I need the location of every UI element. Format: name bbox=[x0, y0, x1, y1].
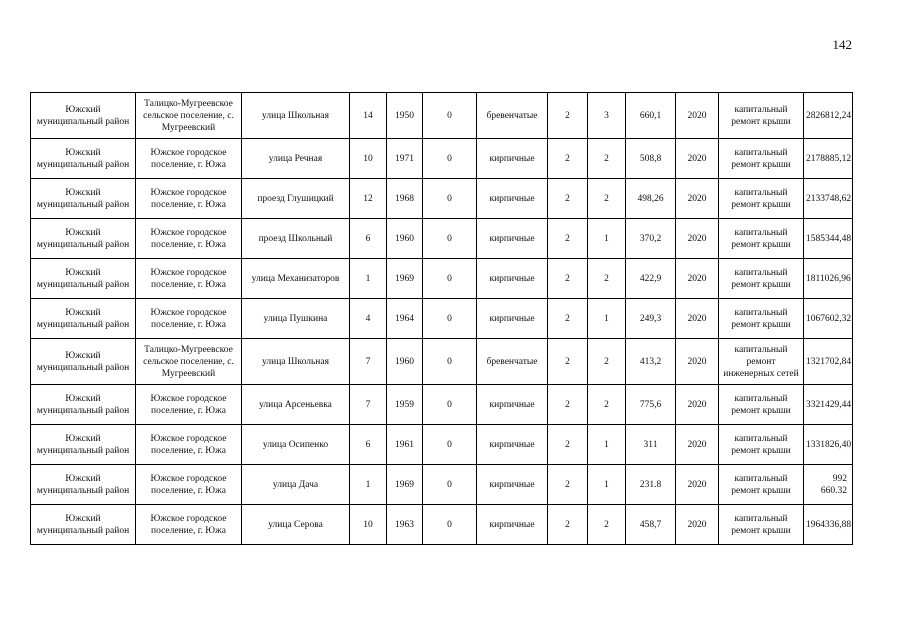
area-cell: 422,9 bbox=[626, 259, 676, 299]
street-cell: улица Механизаторов bbox=[242, 259, 350, 299]
settlement-cell: Южское городское поселение, г. Южа bbox=[136, 219, 242, 259]
district-cell: Южский муниципальный район bbox=[31, 339, 136, 385]
unused-zero-cell: 0 bbox=[423, 385, 477, 425]
wall-material-cell: кирпичные bbox=[477, 425, 548, 465]
table-row bbox=[31, 93, 853, 139]
cost-cell: 2178885,12 bbox=[804, 139, 853, 179]
street-cell: улица Пушкина bbox=[242, 299, 350, 339]
floors-count-cell: 2 bbox=[548, 219, 588, 259]
table-row bbox=[31, 465, 853, 505]
unused-zero-cell: 0 bbox=[423, 465, 477, 505]
repair-year-cell: 2020 bbox=[676, 179, 719, 219]
street-cell: проезд Школьный bbox=[242, 219, 350, 259]
repair-type-cell: капитальный ремонт крыши bbox=[719, 425, 804, 465]
floors-count-cell: 2 bbox=[548, 465, 588, 505]
year-built-cell: 1968 bbox=[387, 179, 423, 219]
cost-cell: 1585344,48 bbox=[804, 219, 853, 259]
wall-material-cell: кирпичные bbox=[477, 259, 548, 299]
unused-zero-cell: 0 bbox=[423, 339, 477, 385]
district-cell: Южский муниципальный район bbox=[31, 385, 136, 425]
year-built-cell: 1969 bbox=[387, 259, 423, 299]
cost-cell: 1811026,96 bbox=[804, 259, 853, 299]
floors-count-cell: 2 bbox=[548, 425, 588, 465]
repair-type-cell: капитальный ремонт крыши bbox=[719, 93, 804, 139]
wall-material-cell: кирпичные bbox=[477, 505, 548, 545]
district-cell: Южский муниципальный район bbox=[31, 465, 136, 505]
floors-count-cell: 2 bbox=[548, 139, 588, 179]
area-cell: 370,2 bbox=[626, 219, 676, 259]
district-cell: Южский муниципальный район bbox=[31, 139, 136, 179]
repair-year-cell: 2020 bbox=[676, 259, 719, 299]
house-number-cell: 14 bbox=[350, 93, 387, 139]
street-cell: проезд Глушицкий bbox=[242, 179, 350, 219]
street-cell: улица Осипенко bbox=[242, 425, 350, 465]
cost-cell: 2826812,24 bbox=[804, 93, 853, 139]
area-cell: 311 bbox=[626, 425, 676, 465]
entrances-count-cell: 1 bbox=[588, 299, 626, 339]
repair-type-cell: капитальный ремонт инженерных сетей bbox=[719, 339, 804, 385]
district-cell: Южский муниципальный район bbox=[31, 219, 136, 259]
entrances-count-cell: 2 bbox=[588, 179, 626, 219]
wall-material-cell: кирпичные bbox=[477, 139, 548, 179]
wall-material-cell: кирпичные bbox=[477, 179, 548, 219]
settlement-cell: Южское городское поселение, г. Южа bbox=[136, 505, 242, 545]
floors-count-cell: 2 bbox=[548, 385, 588, 425]
table-row bbox=[31, 139, 853, 179]
floors-count-cell: 2 bbox=[548, 299, 588, 339]
area-cell: 249,3 bbox=[626, 299, 676, 339]
entrances-count-cell: 3 bbox=[588, 93, 626, 139]
entrances-count-cell: 2 bbox=[588, 139, 626, 179]
table-row bbox=[31, 339, 853, 385]
district-cell: Южский муниципальный район bbox=[31, 505, 136, 545]
district-cell: Южский муниципальный район bbox=[31, 93, 136, 139]
cost-cell: 1067602,32 bbox=[804, 299, 853, 339]
street-cell: улица Школьная bbox=[242, 93, 350, 139]
page-number: 142 bbox=[832, 37, 852, 52]
floors-count-cell: 2 bbox=[548, 339, 588, 385]
cost-cell: 3321429,44 bbox=[804, 385, 853, 425]
house-number-cell: 12 bbox=[350, 179, 387, 219]
year-built-cell: 1959 bbox=[387, 385, 423, 425]
year-built-cell: 1950 bbox=[387, 93, 423, 139]
entrances-count-cell: 2 bbox=[588, 505, 626, 545]
repair-year-cell: 2020 bbox=[676, 219, 719, 259]
settlement-cell: Южское городское поселение, г. Южа bbox=[136, 139, 242, 179]
cost-cell: 2133748,62 bbox=[804, 179, 853, 219]
house-number-cell: 1 bbox=[350, 259, 387, 299]
settlement-cell: Талицко-Мугреевское сельское поселение, с. Мугреевский bbox=[136, 93, 242, 139]
floors-count-cell: 2 bbox=[548, 93, 588, 139]
repair-year-cell: 2020 bbox=[676, 465, 719, 505]
repair-year-cell: 2020 bbox=[676, 93, 719, 139]
repair-year-cell: 2020 bbox=[676, 385, 719, 425]
year-built-cell: 1964 bbox=[387, 299, 423, 339]
year-built-cell: 1960 bbox=[387, 339, 423, 385]
unused-zero-cell: 0 bbox=[423, 139, 477, 179]
area-cell: 508,8 bbox=[626, 139, 676, 179]
repair-year-cell: 2020 bbox=[676, 299, 719, 339]
cost-cell: 1964336,88 bbox=[804, 505, 853, 545]
district-cell: Южский муниципальный район bbox=[31, 425, 136, 465]
wall-material-cell: кирпичные bbox=[477, 219, 548, 259]
year-built-cell: 1971 bbox=[387, 139, 423, 179]
repair-type-cell: капитальный ремонт крыши bbox=[719, 465, 804, 505]
wall-material-cell: кирпичные bbox=[477, 299, 548, 339]
cost-cell: 992 660.32 bbox=[804, 465, 853, 505]
year-built-cell: 1960 bbox=[387, 219, 423, 259]
table-row bbox=[31, 179, 853, 219]
settlement-cell: Южское городское поселение, г. Южа bbox=[136, 179, 242, 219]
area-cell: 498,26 bbox=[626, 179, 676, 219]
settlement-cell: Южское городское поселение, г. Южа bbox=[136, 385, 242, 425]
wall-material-cell: кирпичные bbox=[477, 385, 548, 425]
street-cell: улица Арсеньевка bbox=[242, 385, 350, 425]
year-built-cell: 1969 bbox=[387, 465, 423, 505]
entrances-count-cell: 2 bbox=[588, 259, 626, 299]
settlement-cell: Южское городское поселение, г. Южа bbox=[136, 465, 242, 505]
year-built-cell: 1961 bbox=[387, 425, 423, 465]
floors-count-cell: 2 bbox=[548, 179, 588, 219]
house-number-cell: 6 bbox=[350, 219, 387, 259]
unused-zero-cell: 0 bbox=[423, 219, 477, 259]
wall-material-cell: кирпичные bbox=[477, 465, 548, 505]
entrances-count-cell: 1 bbox=[588, 425, 626, 465]
house-number-cell: 4 bbox=[350, 299, 387, 339]
repair-type-cell: капитальный ремонт крыши bbox=[719, 179, 804, 219]
repair-year-cell: 2020 bbox=[676, 339, 719, 385]
cost-cell: 1331826,40 bbox=[804, 425, 853, 465]
unused-zero-cell: 0 bbox=[423, 259, 477, 299]
repair-type-cell: капитальный ремонт крыши bbox=[719, 385, 804, 425]
unused-zero-cell: 0 bbox=[423, 505, 477, 545]
area-cell: 660,1 bbox=[626, 93, 676, 139]
repair-type-cell: капитальный ремонт крыши bbox=[719, 259, 804, 299]
wall-material-cell: бревенчатые bbox=[477, 93, 548, 139]
floors-count-cell: 2 bbox=[548, 259, 588, 299]
unused-zero-cell: 0 bbox=[423, 93, 477, 139]
floors-count-cell: 2 bbox=[548, 505, 588, 545]
entrances-count-cell: 1 bbox=[588, 465, 626, 505]
area-cell: 775,6 bbox=[626, 385, 676, 425]
unused-zero-cell: 0 bbox=[423, 425, 477, 465]
district-cell: Южский муниципальный район bbox=[31, 179, 136, 219]
street-cell: улица Школьная bbox=[242, 339, 350, 385]
entrances-count-cell: 1 bbox=[588, 219, 626, 259]
house-number-cell: 6 bbox=[350, 425, 387, 465]
house-number-cell: 7 bbox=[350, 385, 387, 425]
table-row bbox=[31, 299, 853, 339]
entrances-count-cell: 2 bbox=[588, 339, 626, 385]
street-cell: улица Речная bbox=[242, 139, 350, 179]
house-number-cell: 10 bbox=[350, 139, 387, 179]
street-cell: улица Серова bbox=[242, 505, 350, 545]
district-cell: Южский муниципальный район bbox=[31, 299, 136, 339]
table-row bbox=[31, 425, 853, 465]
settlement-cell: Талицко-Мугреевское сельское поселение, с. Мугреевский bbox=[136, 339, 242, 385]
housing-repair-table bbox=[30, 92, 853, 545]
street-cell: улица Дача bbox=[242, 465, 350, 505]
settlement-cell: Южское городское поселение, г. Южа bbox=[136, 425, 242, 465]
house-number-cell: 10 bbox=[350, 505, 387, 545]
cost-cell: 1321702,84 bbox=[804, 339, 853, 385]
settlement-cell: Южское городское поселение, г. Южа bbox=[136, 259, 242, 299]
unused-zero-cell: 0 bbox=[423, 299, 477, 339]
unused-zero-cell: 0 bbox=[423, 179, 477, 219]
repair-type-cell: капитальный ремонт крыши bbox=[719, 505, 804, 545]
area-cell: 231.8 bbox=[626, 465, 676, 505]
table-row bbox=[31, 385, 853, 425]
table-row bbox=[31, 219, 853, 259]
area-cell: 413,2 bbox=[626, 339, 676, 385]
house-number-cell: 7 bbox=[350, 339, 387, 385]
house-number-cell: 1 bbox=[350, 465, 387, 505]
table-row bbox=[31, 505, 853, 545]
repair-year-cell: 2020 bbox=[676, 139, 719, 179]
repair-year-cell: 2020 bbox=[676, 505, 719, 545]
area-cell: 458,7 bbox=[626, 505, 676, 545]
repair-type-cell: капитальный ремонт крыши bbox=[719, 139, 804, 179]
table-row bbox=[31, 259, 853, 299]
entrances-count-cell: 2 bbox=[588, 385, 626, 425]
settlement-cell: Южское городское поселение, г. Южа bbox=[136, 299, 242, 339]
repair-type-cell: капитальный ремонт крыши bbox=[719, 219, 804, 259]
wall-material-cell: бревенчатые bbox=[477, 339, 548, 385]
year-built-cell: 1963 bbox=[387, 505, 423, 545]
repair-type-cell: капитальный ремонт крыши bbox=[719, 299, 804, 339]
repair-year-cell: 2020 bbox=[676, 425, 719, 465]
district-cell: Южский муниципальный район bbox=[31, 259, 136, 299]
